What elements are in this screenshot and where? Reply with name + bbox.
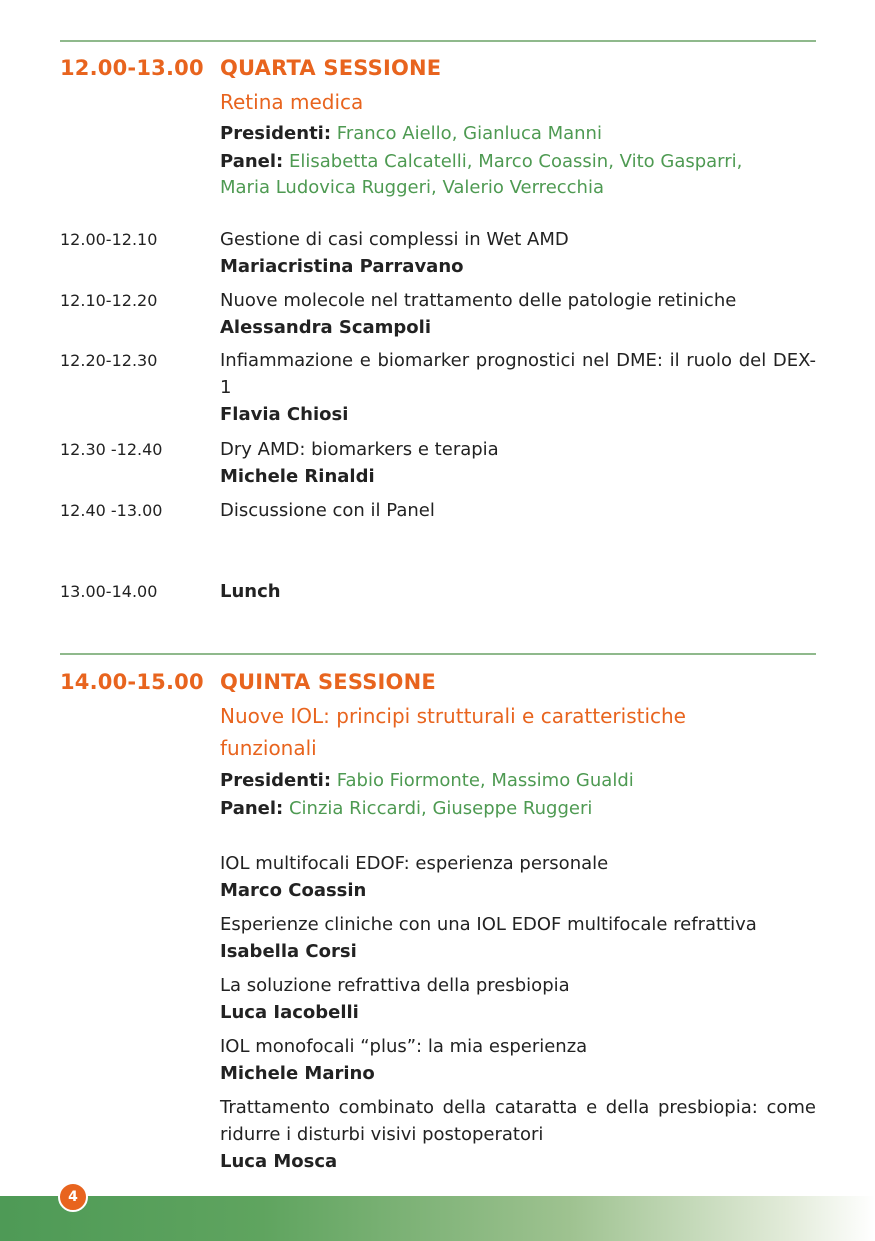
talk-title: Infiammazione e biomarker prognostici nel DME: il ruolo del DEX-1 [220,350,816,398]
talk-speaker: Alessandra Scampoli [220,317,431,338]
talk-title: La soluzione refrattiva della presbiopia [220,975,570,996]
session-5-time: 14.00-15.00 [60,670,204,694]
talk-time: 12.10-12.20 [60,291,158,310]
talk-speaker: Mariacristina Parravano [220,256,464,277]
talk-title: IOL multifocali EDOF: esperienza personale [220,853,609,874]
footer-gradient-band [0,1196,875,1241]
session-4-title: QUARTA SESSIONE [220,56,442,80]
section-divider-top [60,40,816,42]
talk-title: Dry AMD: biomarkers e terapia [220,439,499,460]
session-5-presidents [220,767,820,795]
session-5-subtitle-line-2: funzionali [220,736,317,760]
session-5-subtitle-line-1: Nuove IOL: principi strutturali e caratteristiche [220,704,686,728]
talk-time: 12.00-12.10 [60,230,158,249]
talk-speaker: Michele Marino [220,1063,375,1084]
talk-title: Discussione con il Panel [220,500,435,521]
talk-speaker: Isabella Corsi [220,941,357,962]
presidents-names: Franco Aiello, Gianluca Manni [336,123,602,144]
lunch-label: Lunch [220,581,281,602]
talk-time: 12.30 -12.40 [60,440,163,459]
talk-speaker: Luca Mosca [220,1151,338,1172]
panel-names-line-1: Elisabetta Calcatelli, Marco Coassin, Vito Gasparri, [288,151,743,172]
panel-names-line-2: Maria Ludovica Ruggeri, Valerio Verrecchia [220,177,604,198]
talk-title: Esperienze cliniche con una IOL EDOF multifocale refrattiva [220,914,757,935]
presidents-label: Presidenti: [220,123,332,144]
page-number-badge: 4 [58,1182,88,1212]
presidents-label: Presidenti: [220,770,332,791]
talk-title: Gestione di casi complessi in Wet AMD [220,229,569,250]
talk-time: 12.20-12.30 [60,351,158,370]
session-4-presidents [220,120,820,148]
panel-label: Panel: [220,798,284,819]
session-5-title: QUINTA SESSIONE [220,670,436,694]
section-divider-middle [60,653,816,655]
talk-title: Trattamento combinato della cataratta e della presbiopia: come ridurre i disturbi visivi postoperatori [220,1097,816,1145]
talk-time: 12.40 -13.00 [60,501,163,520]
talk-title: IOL monofocali “plus”: la mia esperienza [220,1036,588,1057]
panel-label: Panel: [220,151,284,172]
session-4-panel [220,148,820,176]
panel-names: Cinzia Riccardi, Giuseppe Ruggeri [288,798,593,819]
talk-speaker: Luca Iacobelli [220,1002,359,1023]
session-5-panel [220,795,820,823]
talk-speaker: Flavia Chiosi [220,404,349,425]
lunch-time: 13.00-14.00 [60,582,158,601]
talk-title: Nuove molecole nel trattamento delle patologie retiniche [220,290,737,311]
session-4-subtitle: Retina medica [220,90,364,114]
presidents-names: Fabio Fiormonte, Massimo Gualdi [336,770,634,791]
session-4-time: 12.00-13.00 [60,56,204,80]
talk-speaker: Marco Coassin [220,880,367,901]
talk-speaker: Michele Rinaldi [220,466,375,487]
